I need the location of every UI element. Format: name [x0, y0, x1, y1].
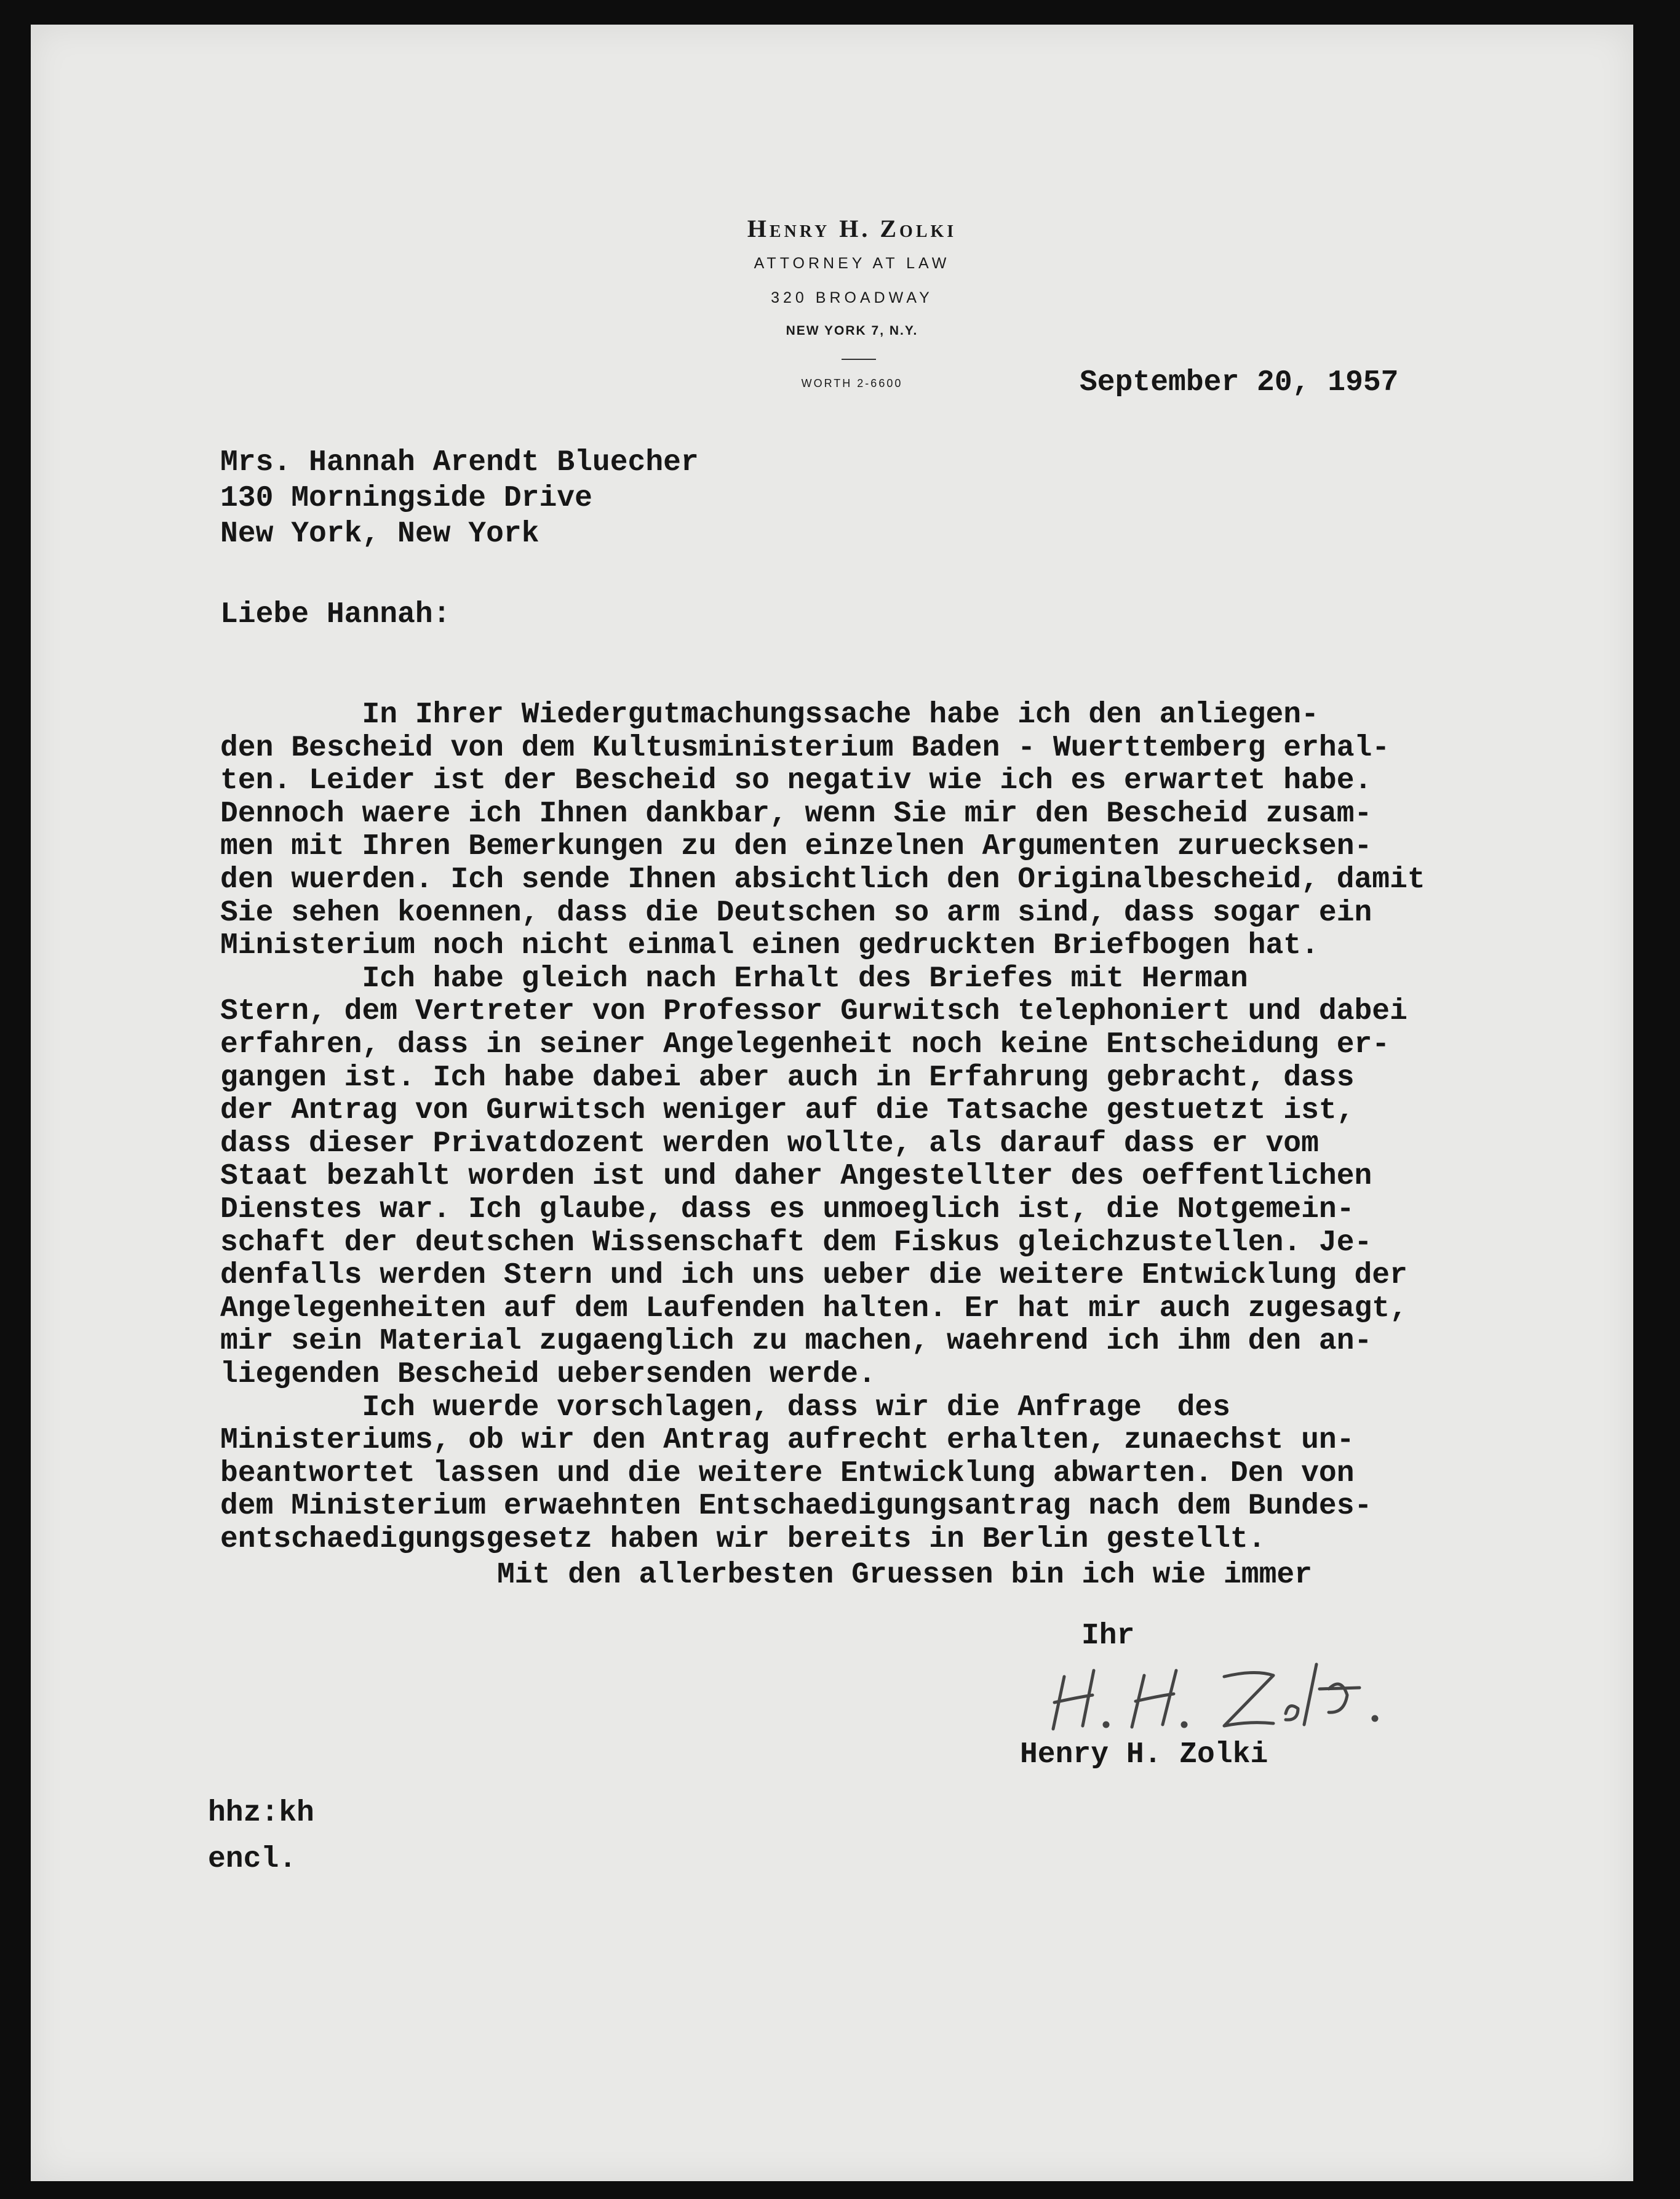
- body-line: Dienstes war. Ich glaube, dass es unmoeglich ist, die Notgemein-: [220, 1193, 1355, 1226]
- body-line: Ministerium noch nicht einmal einen gedruckten Briefbogen hat.: [220, 929, 1319, 962]
- letterhead-street: 320 BROADWAY: [771, 289, 933, 306]
- body-line: Staat bezahlt worden ist und daher Angestellter des oeffentlichen: [220, 1160, 1372, 1193]
- body-line: Angelegenheiten auf dem Laufenden halten. Er hat mir auch zugesagt,: [220, 1292, 1407, 1325]
- body-line: entschaedigungsgesetz haben wir bereits in Berlin gestellt.: [220, 1523, 1266, 1556]
- body-line: Dennoch waere ich Ihnen dankbar, wenn Sie mir den Bescheid zusam-: [220, 797, 1372, 831]
- handwritten-signature: [1040, 1652, 1384, 1744]
- letterhead-city: NEW YORK 7, N.Y.: [786, 324, 918, 338]
- body-line: denfalls werden Stern und ich uns ueber die weitere Entwicklung der: [220, 1259, 1407, 1292]
- recipient-line-2: 130 Morningside Drive: [220, 482, 592, 515]
- body-line: erfahren, dass in seiner Angelegenheit noch keine Entscheidung er-: [220, 1028, 1390, 1061]
- letterhead-name: Henry H. Zolki: [747, 215, 957, 242]
- letter-date: September 20, 1957: [1080, 366, 1399, 399]
- recipient-line-1: Mrs. Hannah Arendt Bluecher: [220, 446, 699, 479]
- body-line: men mit Ihren Bemerkungen zu den einzelnen Argumenten zuruecksen-: [220, 830, 1372, 863]
- body-line: dass dieser Privatdozent werden wollte, als darauf dass er vom: [220, 1127, 1319, 1160]
- body-line: mir sein Material zugaenglich zu machen, waehrend ich ihm den an-: [220, 1325, 1372, 1358]
- recipient-line-3: New York, New York: [220, 517, 539, 551]
- body-line: Ministeriums, ob wir den Antrag aufrecht erhalten, zunaechst un-: [220, 1424, 1355, 1457]
- letterhead-divider: [842, 359, 876, 360]
- complimentary-close: Ihr: [1081, 1619, 1135, 1653]
- body-line: den Bescheid von dem Kultusministerium Baden - Wuerttemberg erhal-: [220, 732, 1390, 765]
- body-line: den wuerden. Ich sende Ihnen absichtlich den Originalbescheid, damit: [220, 863, 1425, 896]
- enclosure-note: encl.: [208, 1843, 297, 1876]
- salutation: Liebe Hannah:: [220, 598, 451, 631]
- body-line: In Ihrer Wiedergutmachungssache habe ich den anliegen-: [220, 698, 1319, 732]
- body-line: ten. Leider ist der Bescheid so negativ wie ich es erwartet habe.: [220, 764, 1372, 797]
- body-line: beantwortet lassen und die weitere Entwicklung abwarten. Den von: [220, 1457, 1355, 1490]
- body-line: schaft der deutschen Wissenschaft dem Fiskus gleichzustellen. Je-: [220, 1226, 1372, 1259]
- body-line: gangen ist. Ich habe dabei aber auch in Erfahrung gebracht, dass: [220, 1061, 1355, 1095]
- body-line: Ich habe gleich nach Erhalt des Briefes mit Herman: [220, 962, 1248, 996]
- typed-signature: Henry H. Zolki: [1020, 1738, 1268, 1771]
- body-line: dem Ministerium erwaehnten Entschaedigungsantrag nach dem Bundes-: [220, 1490, 1372, 1523]
- letter-page: [31, 25, 1633, 2181]
- body-line: Sie sehen koennen, dass die Deutschen so arm sind, dass sogar ein: [220, 896, 1372, 930]
- body-line: Ich wuerde vorschlagen, dass wir die Anfrage des: [220, 1391, 1230, 1424]
- body-line: liegenden Bescheid uebersenden werde.: [220, 1358, 876, 1391]
- letterhead-phone: WORTH 2-6600: [801, 377, 903, 389]
- letterhead-title: ATTORNEY AT LAW: [754, 255, 950, 272]
- reference-initials: hhz:kh: [208, 1797, 314, 1830]
- body-line: Stern, dem Vertreter von Professor Gurwitsch telephoniert und dabei: [220, 995, 1407, 1028]
- closing-line: Mit den allerbesten Gruessen bin ich wie immer: [497, 1558, 1313, 1592]
- body-line: der Antrag von Gurwitsch weniger auf die Tatsache gestuetzt ist,: [220, 1094, 1355, 1127]
